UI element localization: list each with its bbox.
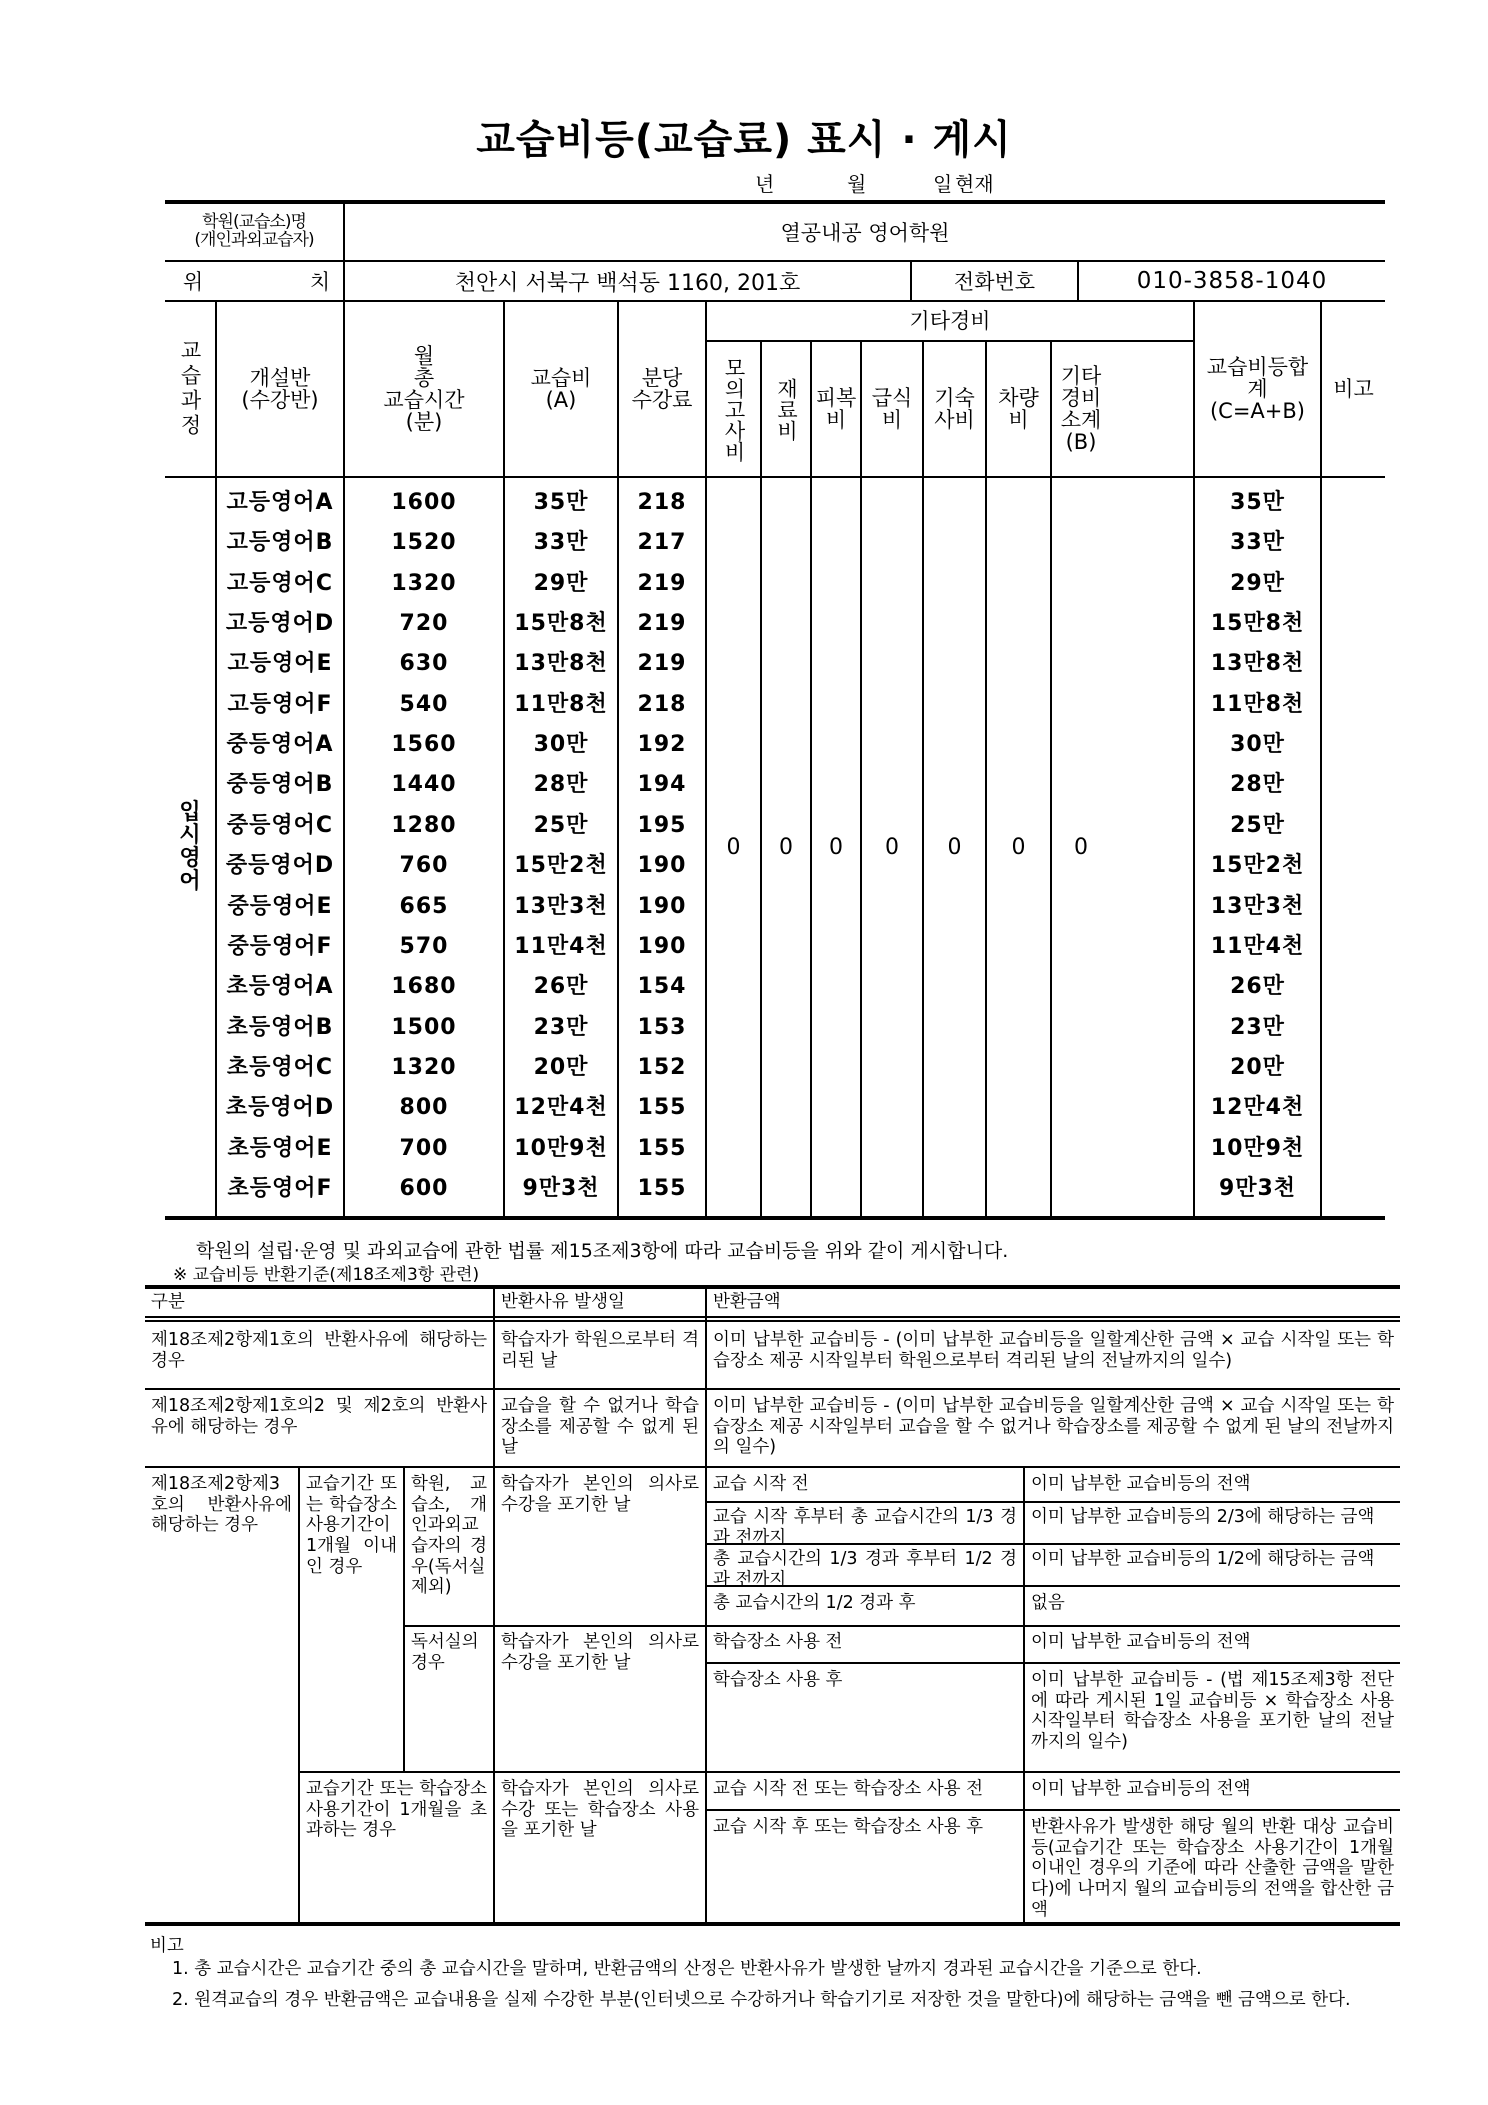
row-fee: 30만 — [533, 732, 589, 758]
remarks-item-1: 1. 총 교습시간은 교습기간 중의 총 교습시간을 말하며, 반환금액의 산정은 반환사유가 발생한 날까지 경과된 교습시간을 기준으로 한다. — [172, 1959, 1202, 1979]
header-vehicle-sub: 비 — [1008, 408, 1029, 432]
row-class: 초등영어B — [226, 1014, 334, 1040]
refund-r3-reading-when-1: 학습장소 사용 전 — [713, 1632, 843, 1652]
row-total: 23만 — [1230, 1014, 1285, 1040]
row-class: 고등영어B — [226, 530, 334, 556]
refund-r3-reading-amount-2: 이미 납부한 교습비등 - (법 제15조제3항 전단에 따라 게시된 1일 교습비등 × 학습장소 사용 시작일부터 학습장소 사용을 포기한 날의 전날까지의 일수) — [1031, 1670, 1394, 1752]
row-class: 고등영어F — [227, 691, 333, 717]
row-per-minute: 218 — [637, 691, 687, 717]
refund-r2-date: 교습을 할 수 없거나 학습장소를 제공할 수 없게 된 날 — [501, 1396, 699, 1458]
header-monthly-3: 교습시간 — [383, 388, 465, 412]
row-fee: 15만8천 — [514, 611, 608, 637]
row-fee: 28만 — [533, 772, 589, 798]
row-class: 중등영어F — [227, 933, 333, 959]
row-class: 고등영어C — [226, 570, 334, 596]
header-dorm: 기숙 — [934, 385, 975, 410]
refund-note: ※ 교습비등 반환기준(제18조제3항 관련) — [173, 1265, 480, 1285]
row-class: 초등영어A — [226, 974, 334, 1000]
statement: 학원의 설립·운영 및 과외교습에 관한 법률 제15조제3항에 따라 교습비등을 위와 같이 게시합니다. — [196, 1240, 1009, 1262]
row-per-minute: 219 — [637, 570, 687, 596]
row-fee: 12만4천 — [514, 1095, 608, 1121]
row-total: 29만 — [1230, 570, 1285, 596]
row-total: 15만2천 — [1210, 853, 1305, 879]
academy-name-sublabel: (개인과외교습자) — [194, 229, 314, 250]
row-minutes: 1680 — [391, 974, 457, 1000]
header-monthly-2: 총 — [413, 365, 435, 390]
academy-name-label: 학원(교습소)명 — [202, 211, 306, 232]
header-monthly-4: (분) — [405, 410, 443, 435]
row-minutes: 600 — [399, 1175, 449, 1201]
refund-r3-academy-amount-4: 없음 — [1031, 1593, 1065, 1613]
row-total: 13만3천 — [1210, 893, 1305, 919]
remarks-item-2: 2. 원격교습의 경우 반환금액은 교습내용을 실제 수강한 부분(인터넷으로 수강하거나 학습기기로 저장한 것을 말한다)에 해당하는 금액을 뺀 금액으로 한다. — [172, 1990, 1351, 2010]
header-total: 교습비등합 — [1206, 354, 1309, 379]
refund-r3-academy-when-3: 총 교습시간의 1/3 경과 후부터 1/2 경과 전까지 — [713, 1549, 1017, 1590]
refund-r3-category: 제18조제2항제3호의 반환사유에 해당하는 경우 — [151, 1474, 292, 1536]
mock-exam-value: 0 — [726, 834, 741, 860]
row-minutes: 630 — [399, 651, 449, 677]
row-minutes: 1440 — [391, 772, 457, 798]
refund-header-category: 구분 — [151, 1292, 185, 1312]
refund-r3-reading-amount-1: 이미 납부한 교습비등의 전액 — [1031, 1632, 1251, 1652]
date-year: 년 — [755, 172, 775, 196]
header-meal-sub: 비 — [881, 408, 903, 432]
row-class: 초등영어F — [227, 1175, 333, 1201]
row-minutes: 665 — [399, 893, 449, 919]
row-total: 15만8천 — [1210, 611, 1305, 637]
refund-r3-academy-when-2: 교습 시작 후부터 총 교습시간의 1/3 경과 전까지 — [713, 1507, 1017, 1548]
row-total: 11만4천 — [1210, 933, 1305, 959]
header-total-2: 계 — [1247, 376, 1268, 401]
header-fee-sub: (A) — [545, 388, 577, 412]
location-label-1: 위 — [182, 270, 204, 294]
refund-r3-academy-amount-2: 이미 납부한 교습비등의 2/3에 해당하는 금액 — [1031, 1507, 1375, 1527]
refund-r3-over-when-1: 교습 시작 전 또는 학습장소 사용 전 — [713, 1779, 984, 1799]
header-uniform-sub: 비 — [825, 408, 847, 432]
row-minutes: 1320 — [391, 570, 457, 596]
row-minutes: 1500 — [391, 1014, 457, 1040]
row-total: 33만 — [1230, 530, 1285, 556]
row-class: 중등영어B — [226, 772, 334, 798]
header-vehicle: 차량 — [998, 385, 1039, 410]
header-per-minute: 분당 — [641, 365, 683, 390]
row-fee: 11만4천 — [514, 933, 608, 959]
row-fee: 9만3천 — [522, 1175, 600, 1201]
row-total: 9만3천 — [1218, 1175, 1297, 1201]
row-per-minute: 218 — [637, 490, 687, 515]
meal-value: 0 — [885, 834, 899, 860]
row-minutes: 1600 — [391, 490, 457, 515]
row-total: 26만 — [1230, 974, 1285, 1000]
row-total: 25만 — [1230, 812, 1285, 838]
refund-r2-category: 제18조제2항제1호의2 및 제2호의 반환사유에 해당하는 경우 — [151, 1396, 487, 1437]
row-minutes: 700 — [399, 1135, 449, 1161]
uniform-value: 0 — [829, 834, 843, 860]
header-mock-exam: 모의고사비 — [722, 356, 746, 462]
row-fee: 13만8천 — [514, 651, 608, 677]
date-suffix: 현재 — [955, 172, 994, 196]
header-monthly-1: 월 — [413, 343, 435, 368]
page-title: 교습비등(교습료) 표시 · 게시 — [476, 117, 1012, 163]
header-remarks: 비고 — [1333, 376, 1374, 401]
row-minutes: 570 — [399, 933, 449, 959]
row-class: 중등영어A — [226, 732, 334, 758]
refund-r3-over-amount-1: 이미 납부한 교습비등의 전액 — [1031, 1779, 1251, 1799]
refund-r3-academy-amount-1: 이미 납부한 교습비등의 전액 — [1031, 1474, 1251, 1494]
refund-r3-academy-when-1: 교습 시작 전 — [713, 1474, 809, 1494]
header-total-3: (C=A+B) — [1209, 399, 1305, 424]
refund-r3-reading-date: 학습자가 본인의 의사로 수강을 포기한 날 — [501, 1632, 699, 1673]
phone-value: 010-3858-1040 — [1136, 268, 1328, 294]
row-class: 초등영어D — [225, 1095, 335, 1121]
remarks-title: 비고 — [150, 1936, 184, 1956]
row-per-minute: 155 — [637, 1175, 687, 1201]
refund-r3-within-month: 교습기간 또는 학습장소 사용기간이 1개월 이내인 경우 — [306, 1474, 397, 1577]
course-name: 입시영어 — [179, 799, 201, 895]
header-other-subtotal-3: 소계 — [1060, 408, 1102, 432]
row-per-minute: 153 — [637, 1014, 687, 1040]
row-fee: 33만 — [533, 530, 589, 556]
refund-r3-reading-when-2: 학습장소 사용 후 — [713, 1670, 843, 1690]
row-per-minute: 155 — [637, 1095, 687, 1121]
row-per-minute: 152 — [637, 1054, 687, 1080]
row-class: 고등영어E — [227, 651, 333, 677]
header-other-subtotal-1: 기타 — [1060, 363, 1102, 388]
row-minutes: 1520 — [391, 530, 457, 556]
refund-r1-category: 제18조제2항제1호의 반환사유에 해당하는 경우 — [151, 1330, 487, 1371]
refund-r3-academy-case: 학원, 교습소, 개인과외교습자의 경우(독서실 제외) — [411, 1474, 487, 1598]
refund-r1-date: 학습자가 학원으로부터 격리된 날 — [501, 1330, 699, 1371]
row-class: 중등영어E — [227, 893, 333, 919]
row-per-minute: 154 — [637, 974, 687, 1000]
row-minutes: 1560 — [391, 732, 457, 758]
row-minutes: 1280 — [391, 812, 457, 838]
date-day: 일 — [933, 172, 953, 196]
header-other-subtotal-4: (B) — [1065, 430, 1097, 455]
row-total: 10만9천 — [1210, 1135, 1305, 1161]
header-course: 교습과정 — [178, 339, 203, 439]
row-class: 초등영어C — [226, 1054, 334, 1080]
location-value: 천안시 서북구 백석동 1160, 201호 — [454, 270, 801, 296]
row-fee: 26만 — [533, 974, 589, 1000]
row-total: 11만8천 — [1210, 691, 1305, 717]
refund-header-amount: 반환금액 — [713, 1292, 781, 1312]
row-minutes: 1320 — [391, 1054, 457, 1080]
header-per-minute-sub: 수강료 — [631, 388, 693, 412]
row-total: 20만 — [1230, 1054, 1285, 1080]
row-fee: 23만 — [533, 1014, 589, 1040]
row-total: 13만8천 — [1210, 651, 1305, 677]
row-class: 고등영어A — [226, 490, 334, 515]
header-other-expenses: 기타경비 — [909, 308, 991, 333]
other-subtotal-value: 0 — [1074, 834, 1088, 860]
row-fee: 25만 — [533, 812, 589, 838]
row-fee: 13만3천 — [514, 893, 608, 919]
dorm-value: 0 — [947, 834, 962, 860]
row-fee: 10만9천 — [514, 1135, 608, 1161]
refund-r3-over-when-2: 교습 시작 후 또는 학습장소 사용 후 — [713, 1817, 984, 1837]
refund-r3-academy-when-4: 총 교습시간의 1/2 경과 후 — [713, 1593, 916, 1613]
row-minutes: 720 — [399, 611, 449, 637]
row-per-minute: 219 — [637, 651, 687, 677]
row-per-minute: 192 — [637, 732, 687, 758]
refund-header-date: 반환사유 발생일 — [501, 1292, 625, 1312]
refund-r3-reading-case: 독서실의 경우 — [411, 1632, 479, 1673]
refund-r3-academy-date: 학습자가 본인의 의사로 수강을 포기한 날 — [501, 1474, 699, 1515]
row-class: 중등영어C — [226, 812, 334, 838]
header-class: 개설반 — [249, 365, 311, 390]
row-total: 28만 — [1230, 772, 1285, 798]
header-dorm-sub: 사비 — [934, 408, 975, 432]
row-total: 35만 — [1230, 490, 1285, 515]
row-per-minute: 194 — [637, 772, 687, 798]
refund-r1-amount: 이미 납부한 교습비등 - (이미 납부한 교습비등을 일할계산한 금액 × 교습 시작일 또는 학습장소 제공 시작일부터 학원으로부터 격리된 날의 전날까지의 일수) — [713, 1330, 1394, 1371]
row-minutes: 760 — [399, 853, 449, 879]
row-total: 30만 — [1230, 732, 1285, 758]
header-meal: 급식 — [871, 385, 913, 410]
row-total: 12만4천 — [1210, 1095, 1305, 1121]
date-month: 월 — [847, 172, 867, 196]
row-per-minute: 190 — [637, 893, 687, 919]
material-value: 0 — [779, 834, 793, 860]
row-per-minute: 195 — [637, 812, 687, 838]
row-fee: 15만2천 — [514, 853, 608, 879]
row-class: 초등영어E — [227, 1135, 333, 1161]
row-per-minute: 219 — [637, 611, 687, 637]
row-minutes: 540 — [399, 691, 449, 717]
row-class: 중등영어D — [225, 853, 335, 879]
header-other-subtotal-2: 경비 — [1060, 385, 1102, 410]
header-class-sub: (수강반) — [241, 388, 319, 412]
location-label-2: 치 — [309, 270, 331, 294]
row-per-minute: 155 — [637, 1135, 687, 1161]
row-fee: 35만 — [533, 490, 589, 515]
row-fee: 20만 — [533, 1054, 589, 1080]
vehicle-value: 0 — [1011, 834, 1026, 860]
header-uniform: 피복 — [815, 385, 857, 410]
refund-r3-over-amount-2: 반환사유가 발생한 해당 월의 반환 대상 교습비등(교습기간 또는 학습장소 사용기간이 1개월 이내인 경우의 기준에 따라 산출한 금액을 말한다)에 나머지 월의 교습비등의 전액을 합산한 금액 — [1031, 1817, 1394, 1920]
refund-r2-amount: 이미 납부한 교습비등 - (이미 납부한 교습비등을 일할계산한 금액 × 교습 시작일 또는 학습장소 제공 시작일부터 교습을 할 수 없거나 학습장소를 제공할 수 없게 된 날의 전날까지의 일수) — [713, 1396, 1394, 1458]
refund-r3-over-date: 학습자가 본인의 의사로 수강 또는 학습장소 사용을 포기한 날 — [501, 1779, 699, 1841]
row-per-minute: 190 — [637, 853, 687, 879]
header-fee: 교습비 — [530, 365, 592, 390]
row-per-minute: 217 — [637, 530, 687, 556]
row-fee: 11만8천 — [514, 691, 608, 717]
phone-label: 전화번호 — [953, 270, 1036, 294]
row-minutes: 800 — [399, 1095, 449, 1121]
row-fee: 29만 — [533, 570, 589, 596]
academy-name: 열공내공 영어학원 — [780, 220, 950, 245]
refund-r3-over-month: 교습기간 또는 학습장소 사용기간이 1개월을 초과하는 경우 — [306, 1779, 487, 1841]
refund-r3-academy-amount-3: 이미 납부한 교습비등의 1/2에 해당하는 금액 — [1031, 1549, 1375, 1569]
header-material: 재료비 — [774, 377, 799, 441]
row-class: 고등영어D — [225, 611, 335, 637]
row-per-minute: 190 — [637, 933, 687, 959]
